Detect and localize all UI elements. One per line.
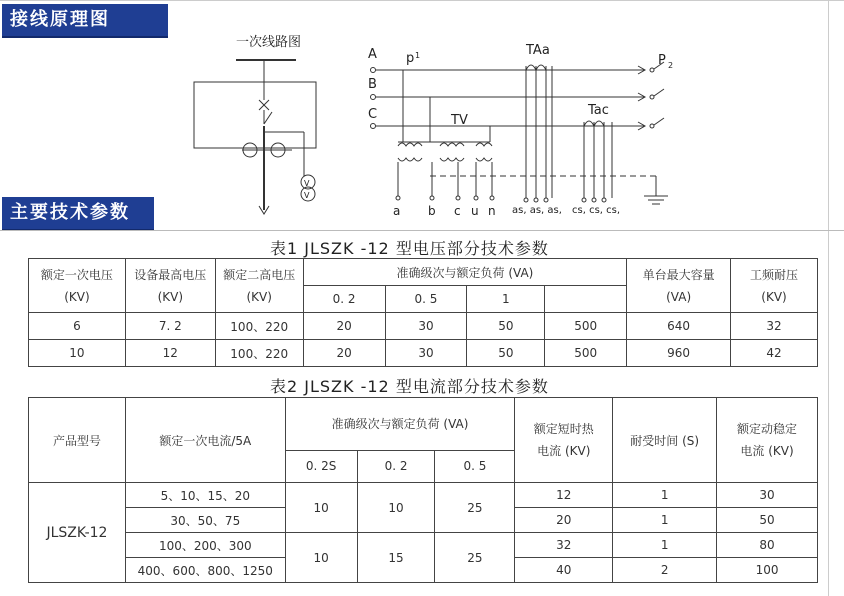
p1-subscript: 1 <box>415 51 421 60</box>
voltage-parameters-table <box>28 258 818 367</box>
phase-a-label: A <box>368 47 377 62</box>
table-cell: 100 <box>717 558 818 583</box>
table-cell: 30 <box>717 483 818 508</box>
terminal-c: c <box>454 204 461 218</box>
table-row <box>29 483 818 508</box>
table-cell: 500 <box>545 313 627 340</box>
table-cell: 5、10、15、20 <box>125 483 285 508</box>
section-divider <box>0 230 844 231</box>
table-cell: 100、220 <box>215 313 303 340</box>
terminal-a: a <box>393 204 401 218</box>
table-cell: 20 <box>303 340 385 367</box>
table-cell: 30、50、75 <box>125 508 285 533</box>
table-cell: 2 <box>613 558 717 583</box>
header-secondary-voltage: 额定二高电压 (KV) <box>215 259 303 313</box>
current-parameters-table <box>28 397 818 583</box>
wiring-diagram-heading: 接线原理图 <box>2 4 168 38</box>
terminal-as-group: as, as, as, <box>512 205 562 216</box>
secondary-circuit <box>371 62 669 204</box>
header-accuracy-blank <box>545 286 627 313</box>
table-cell: 80 <box>717 533 818 558</box>
table-cell: 32 <box>515 533 613 558</box>
p2-label: P <box>658 53 666 68</box>
tac-label: Tac <box>588 103 609 118</box>
header-accuracy-0-2s: 0. 2S <box>285 450 357 482</box>
table1-caption: 表1 JLSZK -12 型电压部分技术参数 <box>270 239 549 258</box>
terminal-n: n <box>488 204 496 218</box>
terminal-cs-group: cs, cs, cs, <box>572 205 621 216</box>
table-cell: 1 <box>613 533 717 558</box>
voltmeter-v1-icon: V <box>304 179 310 188</box>
model-cell: JLSZK-12 <box>29 483 126 583</box>
table-cell: 7. 2 <box>125 313 215 340</box>
table-cell: 25 <box>435 483 515 533</box>
table-cell: 20 <box>303 313 385 340</box>
table-cell: 25 <box>435 533 515 583</box>
table-cell: 10 <box>285 533 357 583</box>
table-cell: 640 <box>627 313 731 340</box>
table-cell: 15 <box>357 533 435 583</box>
table-cell: 10 <box>285 483 357 533</box>
table-cell: 1 <box>613 508 717 533</box>
header-accuracy-load: 准确级次与额定负荷 (VA) <box>285 398 515 451</box>
technical-params-heading: 主要技术参数 <box>2 197 154 231</box>
table-cell: 12 <box>515 483 613 508</box>
header-accuracy-0-2: 0. 2 <box>357 450 435 482</box>
primary-line-label: 一次线路图 <box>236 35 302 50</box>
header-primary-voltage: 额定一次电压 (KV) <box>29 259 126 313</box>
table-cell: 20 <box>515 508 613 533</box>
wiring-diagram <box>0 0 844 230</box>
table-cell: 32 <box>731 313 818 340</box>
header-accuracy-load: 准确级次与额定负荷 (VA) <box>303 259 627 286</box>
header-max-capacity: 单台最大容量 (VA) <box>627 259 731 313</box>
table-cell: 50 <box>717 508 818 533</box>
table-cell: 50 <box>467 313 545 340</box>
terminal-u: u <box>471 204 479 218</box>
header-primary-current: 额定一次电流/5A <box>125 398 285 483</box>
table-cell: 10 <box>29 340 126 367</box>
table2-caption: 表2 JLSZK -12 型电流部分技术参数 <box>270 377 549 396</box>
header-withstand-voltage: 工频耐压 (KV) <box>731 259 818 313</box>
taa-label: TAa <box>526 43 550 58</box>
table-cell: 12 <box>125 340 215 367</box>
header-max-voltage: 设备最高电压 (KV) <box>125 259 215 313</box>
voltmeter-v2-icon: V <box>304 191 310 200</box>
table-cell: 400、600、800、1250 <box>125 558 285 583</box>
table-row <box>29 533 818 558</box>
table-cell: 40 <box>515 558 613 583</box>
table-cell: 10 <box>357 483 435 533</box>
table-cell: 1 <box>613 483 717 508</box>
header-thermal-current: 额定短时热 电流 (KV) <box>515 398 613 483</box>
tv-label: TV <box>451 113 468 128</box>
table-cell: 30 <box>385 313 467 340</box>
table-cell: 42 <box>731 340 818 367</box>
header-accuracy-0-5: 0. 5 <box>385 286 467 313</box>
table-row <box>29 340 818 367</box>
table-cell: 50 <box>467 340 545 367</box>
primary-line-diagram <box>194 60 316 214</box>
p2-subscript: 2 <box>668 61 674 70</box>
p1-label: p <box>406 51 415 66</box>
table-cell: 6 <box>29 313 126 340</box>
header-withstand-time: 耐受时间 (S) <box>613 398 717 483</box>
terminal-b: b <box>428 204 436 218</box>
table-row <box>29 313 818 340</box>
header-dynamic-current: 额定动稳定 电流 (KV) <box>717 398 818 483</box>
phase-b-label: B <box>368 77 377 92</box>
table-cell: 500 <box>545 340 627 367</box>
table-cell: 100、220 <box>215 340 303 367</box>
table-cell: 100、200、300 <box>125 533 285 558</box>
table-cell: 960 <box>627 340 731 367</box>
header-product-model: 产品型号 <box>29 398 126 483</box>
header-accuracy-0-5: 0. 5 <box>435 450 515 482</box>
table-cell: 30 <box>385 340 467 367</box>
phase-c-label: C <box>368 107 378 122</box>
header-accuracy-1: 1 <box>467 286 545 313</box>
header-accuracy-0-2: 0. 2 <box>303 286 385 313</box>
